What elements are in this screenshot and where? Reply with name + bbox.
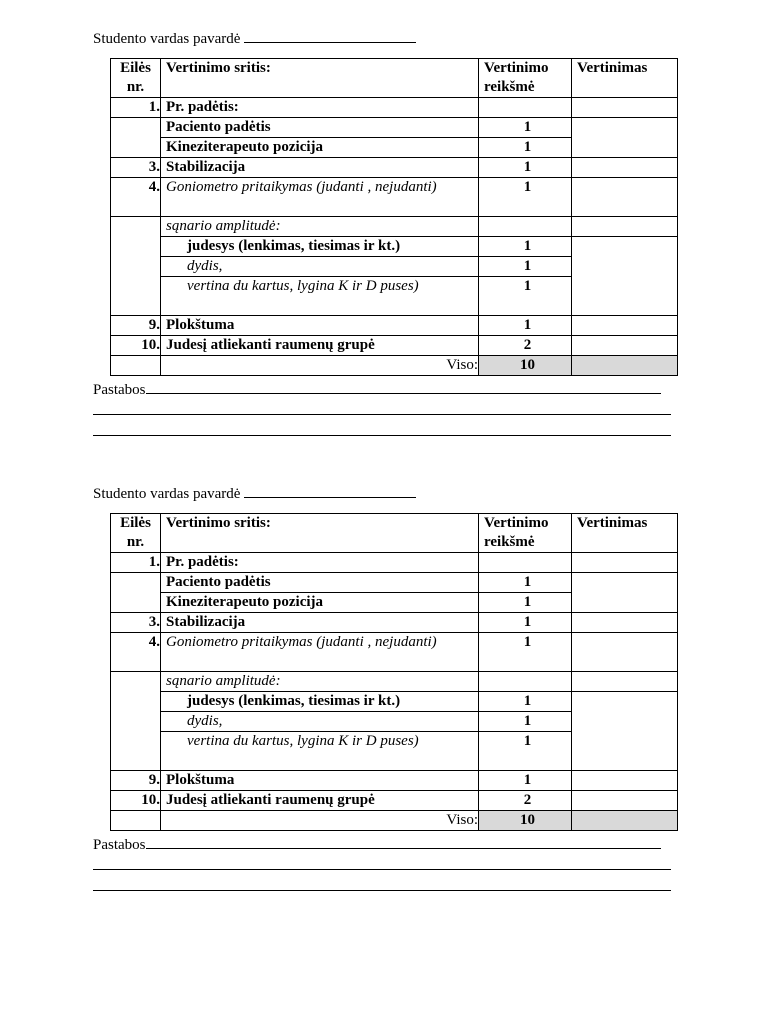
row-value: 1 [479, 573, 572, 593]
total-row [111, 811, 678, 831]
row-number: 1. [111, 553, 161, 573]
row-value [479, 217, 572, 237]
header-value: Vertinimo reikšmė [479, 514, 572, 553]
grade-cell[interactable] [572, 791, 678, 811]
table-row [111, 217, 678, 237]
notes-line[interactable] [93, 379, 671, 400]
row-area: Paciento padėtis [161, 573, 479, 593]
notes-line[interactable] [93, 855, 671, 876]
row-value: 1 [479, 316, 572, 336]
grade-cell[interactable] [572, 158, 678, 178]
header-area: Vertinimo sritis: [161, 59, 479, 98]
notes-section [93, 834, 671, 897]
total-value: 10 [479, 811, 572, 831]
grade-cell[interactable] [572, 672, 678, 692]
header-area: Vertinimo sritis: [161, 514, 479, 553]
row-area: Paciento padėtis [161, 118, 479, 138]
row-number: 3. [111, 158, 161, 178]
evaluation-table [110, 513, 678, 831]
row-area: Judesį atliekanti raumenų grupė [161, 791, 479, 811]
row-area: Stabilizacija [161, 158, 479, 178]
grade-cell[interactable] [572, 573, 678, 613]
student-name-blank[interactable] [244, 483, 416, 498]
row-number [111, 672, 161, 771]
row-value [479, 98, 572, 118]
row-area: dydis, [161, 712, 479, 732]
grade-cell[interactable] [572, 178, 678, 217]
header-grade: Vertinimas [572, 59, 678, 98]
row-area: vertina du kartus, lygina K ir D puses) [161, 277, 479, 316]
row-number: 9. [111, 771, 161, 791]
row-area: vertina du kartus, lygina K ir D puses) [161, 732, 479, 771]
row-value: 1 [479, 732, 572, 771]
row-number [111, 217, 161, 316]
row-area: Pr. padėtis: [161, 553, 479, 573]
table-row [111, 672, 678, 692]
table-row [111, 692, 678, 712]
table-row [111, 553, 678, 573]
grade-cell[interactable] [572, 771, 678, 791]
header-grade: Vertinimas [572, 514, 678, 553]
grade-cell[interactable] [572, 633, 678, 672]
table-row [111, 791, 678, 811]
table-row [111, 633, 678, 672]
row-area: sąnario amplitudė: [161, 672, 479, 692]
table-row [111, 178, 678, 217]
grade-cell[interactable] [572, 217, 678, 237]
notes-label: Pastabos [93, 837, 146, 853]
row-area: Stabilizacija [161, 613, 479, 633]
row-number: 4. [111, 633, 161, 672]
table-row [111, 573, 678, 593]
row-area: Goniometro pritaikymas (judanti , nejudanti) [161, 178, 479, 217]
row-value: 1 [479, 178, 572, 217]
grade-cell[interactable] [572, 237, 678, 316]
header-row [111, 59, 678, 98]
row-value: 1 [479, 692, 572, 712]
row-area: Kineziterapeuto pozicija [161, 593, 479, 613]
row-value: 1 [479, 257, 572, 277]
total-grade-cell[interactable] [572, 811, 678, 831]
notes-line[interactable] [93, 400, 671, 421]
row-number: 9. [111, 316, 161, 336]
student-name-label: Studento vardas pavardė [93, 486, 241, 502]
row-area: Kineziterapeuto pozicija [161, 138, 479, 158]
grade-cell[interactable] [572, 316, 678, 336]
row-value: 1 [479, 237, 572, 257]
grade-cell[interactable] [572, 336, 678, 356]
grade-cell[interactable] [572, 553, 678, 573]
row-value: 1 [479, 633, 572, 672]
row-value [479, 553, 572, 573]
total-spacer [111, 356, 161, 376]
row-value: 1 [479, 277, 572, 316]
evaluation-table [110, 58, 678, 376]
student-name-label: Studento vardas pavardė [93, 31, 241, 47]
row-area: Judesį atliekanti raumenų grupė [161, 336, 479, 356]
row-value: 1 [479, 771, 572, 791]
notes-line[interactable] [93, 876, 671, 897]
row-number [111, 573, 161, 613]
student-name-line [93, 28, 416, 48]
table-row [111, 118, 678, 138]
notes-section [93, 379, 671, 442]
row-number: 10. [111, 336, 161, 356]
header-row [111, 514, 678, 553]
row-area: judesys (lenkimas, tiesimas ir kt.) [161, 237, 479, 257]
row-value: 1 [479, 593, 572, 613]
grade-cell[interactable] [572, 118, 678, 158]
student-name-line [93, 483, 416, 503]
total-spacer [111, 811, 161, 831]
row-value: 1 [479, 613, 572, 633]
total-row [111, 356, 678, 376]
total-grade-cell[interactable] [572, 356, 678, 376]
row-number: 4. [111, 178, 161, 217]
grade-cell[interactable] [572, 692, 678, 771]
row-value: 1 [479, 138, 572, 158]
row-area: sąnario amplitudė: [161, 217, 479, 237]
row-area: Pr. padėtis: [161, 98, 479, 118]
row-value: 1 [479, 158, 572, 178]
total-label: Viso: [161, 356, 479, 376]
row-number [111, 118, 161, 158]
student-name-blank[interactable] [244, 28, 416, 43]
total-value: 10 [479, 356, 572, 376]
row-number: 10. [111, 791, 161, 811]
grade-cell[interactable] [572, 98, 678, 118]
notes-line[interactable] [93, 834, 671, 855]
table-row [111, 336, 678, 356]
row-value: 2 [479, 791, 572, 811]
header-value: Vertinimo reikšmė [479, 59, 572, 98]
grade-cell[interactable] [572, 613, 678, 633]
row-number: 3. [111, 613, 161, 633]
table-row [111, 237, 678, 257]
total-label: Viso: [161, 811, 479, 831]
notes-label: Pastabos [93, 382, 146, 398]
row-area: Plokštuma [161, 771, 479, 791]
table-row [111, 316, 678, 336]
row-value: 2 [479, 336, 572, 356]
row-value [479, 672, 572, 692]
table-row [111, 771, 678, 791]
row-area: dydis, [161, 257, 479, 277]
row-area: judesys (lenkimas, tiesimas ir kt.) [161, 692, 479, 712]
row-value: 1 [479, 118, 572, 138]
row-area: Goniometro pritaikymas (judanti , nejudanti) [161, 633, 479, 672]
table-row [111, 158, 678, 178]
table-row [111, 613, 678, 633]
notes-line[interactable] [93, 421, 671, 442]
header-no: Eilės nr. [111, 59, 161, 98]
table-row [111, 98, 678, 118]
header-no: Eilės nr. [111, 514, 161, 553]
row-number: 1. [111, 98, 161, 118]
row-area: Plokštuma [161, 316, 479, 336]
row-value: 1 [479, 712, 572, 732]
